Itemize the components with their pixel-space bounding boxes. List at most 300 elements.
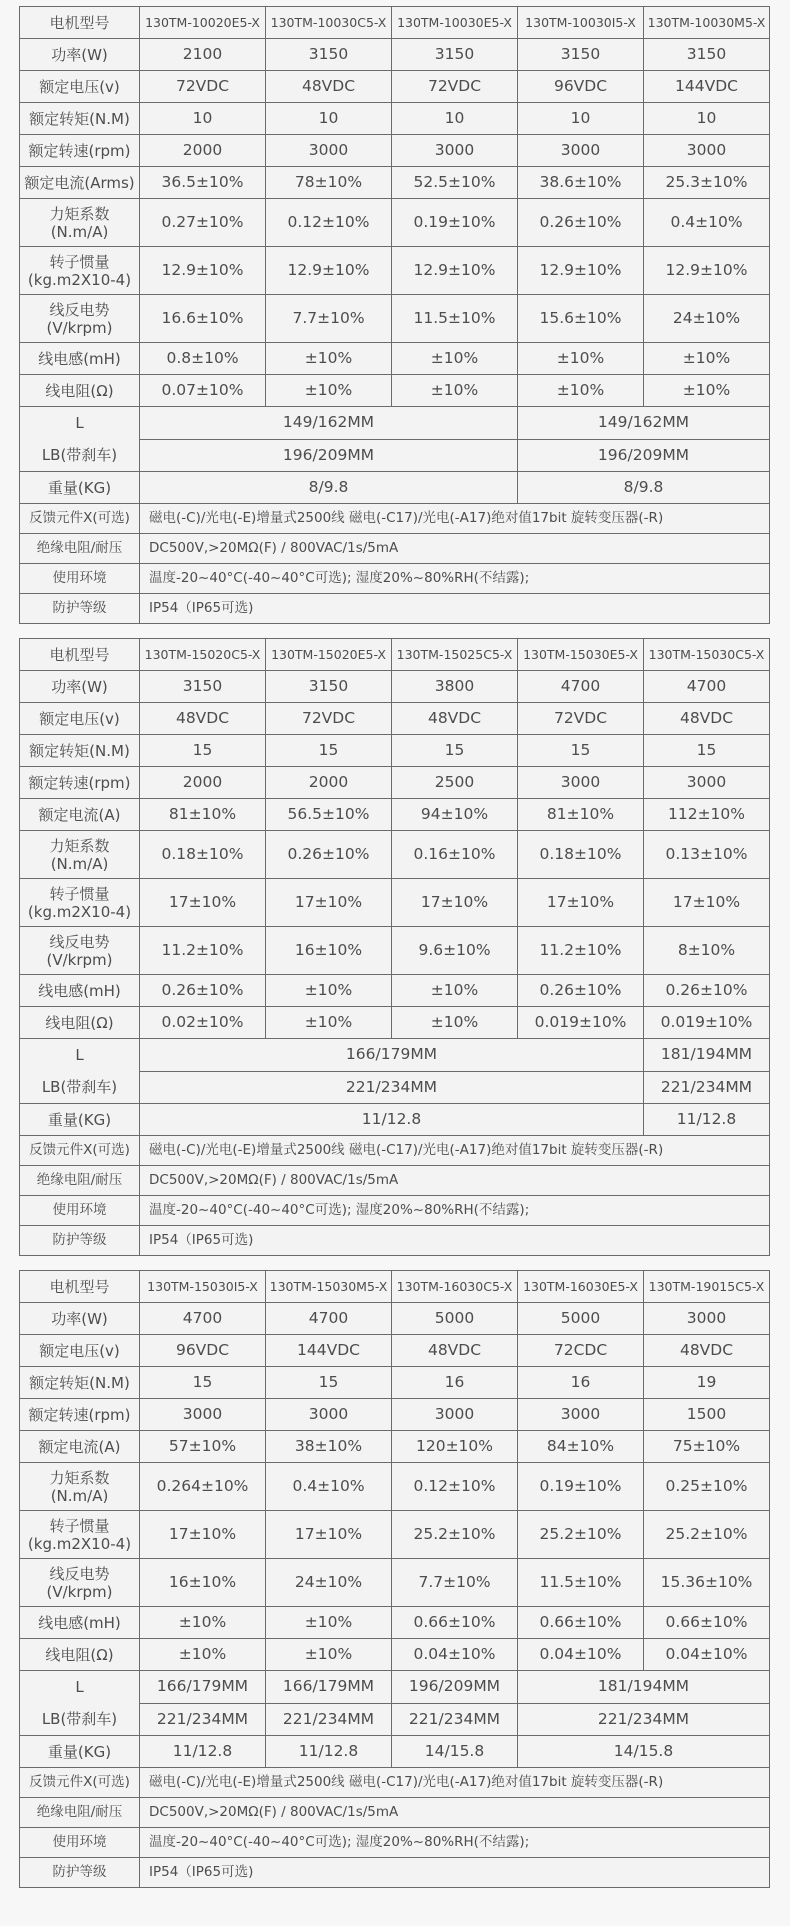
table-row — [20, 135, 770, 167]
spec-value-cell: 72VDC — [140, 71, 266, 103]
row-label-line1: 转子惯量 — [49, 1516, 110, 1535]
row-label: 额定电压(v) — [20, 71, 140, 103]
spec-value-cell: 15 — [644, 735, 770, 767]
row-label-line1: 线反电势 — [49, 932, 110, 951]
info-value-cell: IP54（IP65可选) — [140, 1858, 770, 1888]
spec-value-cell: 0.25±10% — [644, 1463, 770, 1511]
spec-value-cell: 72VDC — [266, 703, 392, 735]
dim-l-cell: 166/179MM — [140, 1039, 644, 1072]
weight-cell: 14/15.8 — [518, 1736, 770, 1768]
spec-value-cell: 48VDC — [644, 703, 770, 735]
row-label — [20, 879, 140, 927]
weight-cell: 14/15.8 — [392, 1736, 518, 1768]
model-cell: 130TM-19015C5-X — [644, 1271, 770, 1303]
row-label-line1: 线反电势 — [49, 300, 110, 319]
dim-row-label — [20, 1039, 140, 1104]
row-label: 额定转速(rpm) — [20, 767, 140, 799]
row-label: 额定电压(v) — [20, 703, 140, 735]
info-value-cell: DC500V,>20MΩ(F) / 800VAC/1s/5mA — [140, 1798, 770, 1828]
model-row-label: 电机型号 — [20, 1271, 140, 1303]
spec-value-cell: 2000 — [140, 767, 266, 799]
spec-value-cell: 120±10% — [392, 1431, 518, 1463]
spec-value-cell: 84±10% — [518, 1431, 644, 1463]
row-label-line2: (kg.m2X10-4) — [27, 1534, 132, 1553]
spec-value-cell: 4700 — [518, 671, 644, 703]
table-row — [20, 1798, 770, 1828]
spec-value-cell: 75±10% — [644, 1431, 770, 1463]
spec-value-cell: 78±10% — [266, 167, 392, 199]
row-label: 额定电流(A) — [20, 1431, 140, 1463]
model-cell: 130TM-16030E5-X — [518, 1271, 644, 1303]
spec-value-cell: 25.2±10% — [392, 1511, 518, 1559]
info-value-cell: IP54（IP65可选) — [140, 594, 770, 624]
spec-value-cell: 15 — [392, 735, 518, 767]
table-row — [20, 472, 770, 504]
spec-value-cell: 72VDC — [392, 71, 518, 103]
spec-value-cell: 3000 — [518, 135, 644, 167]
model-row-label: 电机型号 — [20, 7, 140, 39]
spec-value-cell: 3150 — [392, 39, 518, 71]
info-value-cell: 温度-20~40°C(-40~40°C可选); 湿度20%~80%RH(不结露); — [140, 1828, 770, 1858]
spec-value-cell: 0.19±10% — [392, 199, 518, 247]
info-row-label: 绝缘电阻/耐压 — [20, 1798, 140, 1828]
spec-value-cell: ±10% — [266, 1607, 392, 1639]
spec-value-cell: 3000 — [644, 1303, 770, 1335]
weight-cell: 11/12.8 — [266, 1736, 392, 1768]
table-row — [20, 735, 770, 767]
table-row — [20, 1303, 770, 1335]
spec-value-cell: 3000 — [392, 1399, 518, 1431]
dim-lb-cell: 221/234MM — [392, 1703, 518, 1736]
row-label: 功率(W) — [20, 39, 140, 71]
weight-cell: 11/12.8 — [140, 1736, 266, 1768]
spec-value-cell: 24±10% — [266, 1559, 392, 1607]
spec-value-cell: ±10% — [392, 1007, 518, 1039]
spec-value-cell: 10 — [644, 103, 770, 135]
spec-value-cell: 15.6±10% — [518, 295, 644, 343]
spec-value-cell: 16±10% — [140, 1559, 266, 1607]
info-row-label: 使用环境 — [20, 564, 140, 594]
model-cell: 130TM-10030I5-X — [518, 7, 644, 39]
weight-row-label: 重量(KG) — [20, 1104, 140, 1136]
spec-value-cell: ±10% — [392, 975, 518, 1007]
model-cell: 130TM-15030I5-X — [140, 1271, 266, 1303]
spec-value-cell: 48VDC — [392, 703, 518, 735]
row-label: 功率(W) — [20, 671, 140, 703]
spec-value-cell: 0.19±10% — [518, 1463, 644, 1511]
table-row — [20, 1039, 770, 1072]
spec-value-cell: 3150 — [518, 39, 644, 71]
spec-value-cell: 36.5±10% — [140, 167, 266, 199]
spec-value-cell: ±10% — [140, 1607, 266, 1639]
row-label — [20, 295, 140, 343]
info-row-label: 绝缘电阻/耐压 — [20, 1166, 140, 1196]
spec-value-cell: 25.3±10% — [644, 167, 770, 199]
spec-value-cell: 0.27±10% — [140, 199, 266, 247]
spec-value-cell: 0.16±10% — [392, 831, 518, 879]
spec-value-cell: 3000 — [266, 135, 392, 167]
row-label — [20, 1463, 140, 1511]
table-row — [20, 564, 770, 594]
model-cell: 130TM-15030C5-X — [644, 639, 770, 671]
spec-value-cell: 3000 — [644, 767, 770, 799]
table-row — [20, 594, 770, 624]
spec-value-cell: 112±10% — [644, 799, 770, 831]
dim-l-cell: 149/162MM — [140, 407, 518, 440]
table-row — [20, 343, 770, 375]
spec-value-cell: 3000 — [140, 1399, 266, 1431]
spec-value-cell: 96VDC — [140, 1335, 266, 1367]
info-value-cell: 温度-20~40°C(-40~40°C可选); 湿度20%~80%RH(不结露); — [140, 1196, 770, 1226]
spec-value-cell: 17±10% — [644, 879, 770, 927]
spec-value-cell: 15 — [140, 1367, 266, 1399]
spec-value-cell: 7.7±10% — [266, 295, 392, 343]
dim-label-l: L — [75, 1046, 84, 1064]
weight-row-label: 重量(KG) — [20, 472, 140, 504]
spec-value-cell: 0.18±10% — [140, 831, 266, 879]
row-label — [20, 927, 140, 975]
spec-value-cell: 48VDC — [392, 1335, 518, 1367]
spec-value-cell: 0.07±10% — [140, 375, 266, 407]
row-label-line2: (N.m/A) — [50, 854, 109, 873]
row-label — [20, 831, 140, 879]
spec-value-cell: 144VDC — [266, 1335, 392, 1367]
table-row — [20, 1367, 770, 1399]
spec-value-cell: 2000 — [266, 767, 392, 799]
row-label: 线电阻(Ω) — [20, 375, 140, 407]
table-row — [20, 39, 770, 71]
info-value-cell: DC500V,>20MΩ(F) / 800VAC/1s/5mA — [140, 1166, 770, 1196]
info-row-label: 绝缘电阻/耐压 — [20, 534, 140, 564]
info-value-cell: DC500V,>20MΩ(F) / 800VAC/1s/5mA — [140, 534, 770, 564]
info-row-label: 使用环境 — [20, 1196, 140, 1226]
table-row — [20, 767, 770, 799]
spec-value-cell: 52.5±10% — [392, 167, 518, 199]
spec-value-cell: 15 — [266, 735, 392, 767]
table-row — [20, 1463, 770, 1511]
info-value-cell: 磁电(-C)/光电(-E)增量式2500线 磁电(-C17)/光电(-A17)绝对值17bit 旋转变压器(-R) — [140, 1768, 770, 1798]
spec-value-cell: 17±10% — [392, 879, 518, 927]
row-label: 额定电流(Arms) — [20, 167, 140, 199]
table-row — [20, 1104, 770, 1136]
row-label: 线电感(mH) — [20, 975, 140, 1007]
table-row — [20, 1768, 770, 1798]
spec-value-cell: 17±10% — [140, 1511, 266, 1559]
spec-value-cell: 4700 — [140, 1303, 266, 1335]
dim-lb-cell: 196/209MM — [140, 439, 518, 472]
spec-value-cell: 11.2±10% — [518, 927, 644, 975]
row-label: 功率(W) — [20, 1303, 140, 1335]
table-row — [20, 975, 770, 1007]
row-label-line2: (N.m/A) — [50, 222, 109, 241]
dim-l-cell: 149/162MM — [518, 407, 770, 440]
spec-value-cell: 0.04±10% — [644, 1639, 770, 1671]
info-row-label: 防护等级 — [20, 1858, 140, 1888]
row-label-line2: (kg.m2X10-4) — [27, 902, 132, 921]
table-row — [20, 1271, 770, 1303]
dim-label-lb: LB(带刹车) — [41, 1078, 118, 1096]
spec-value-cell: 8±10% — [644, 927, 770, 975]
spec-value-cell: 11.2±10% — [140, 927, 266, 975]
table-row — [20, 103, 770, 135]
model-cell: 130TM-15030E5-X — [518, 639, 644, 671]
row-label: 额定电流(A) — [20, 799, 140, 831]
weight-row-label: 重量(KG) — [20, 1736, 140, 1768]
info-row-label: 反馈元件X(可选) — [20, 1136, 140, 1166]
model-cell: 130TM-10030C5-X — [266, 7, 392, 39]
spec-value-cell: ±10% — [518, 343, 644, 375]
spec-value-cell: 0.019±10% — [644, 1007, 770, 1039]
row-label: 线电感(mH) — [20, 343, 140, 375]
spec-value-cell: 0.13±10% — [644, 831, 770, 879]
spec-value-cell: 3000 — [644, 135, 770, 167]
row-label: 额定转速(rpm) — [20, 1399, 140, 1431]
row-label-line1: 转子惯量 — [49, 884, 110, 903]
dim-lb-cell: 221/234MM — [140, 1071, 644, 1104]
row-label: 额定电压(v) — [20, 1335, 140, 1367]
spec-value-cell: 56.5±10% — [266, 799, 392, 831]
spec-value-cell: 3150 — [266, 671, 392, 703]
spec-value-cell: 17±10% — [266, 879, 392, 927]
spec-value-cell: 0.26±10% — [644, 975, 770, 1007]
table-row — [20, 534, 770, 564]
dim-lb-cell: 221/234MM — [140, 1703, 266, 1736]
info-row-label: 防护等级 — [20, 1226, 140, 1256]
spec-value-cell: 0.26±10% — [140, 975, 266, 1007]
table-row — [20, 1858, 770, 1888]
dim-label-lb: LB(带刹车) — [41, 1710, 118, 1728]
row-label — [20, 199, 140, 247]
spec-value-cell: 0.12±10% — [392, 1463, 518, 1511]
spec-value-cell: 3000 — [518, 767, 644, 799]
table-row — [20, 295, 770, 343]
spec-value-cell: 0.66±10% — [644, 1607, 770, 1639]
spec-value-cell: 2100 — [140, 39, 266, 71]
spec-value-cell: 0.66±10% — [392, 1607, 518, 1639]
dim-row-label — [20, 1671, 140, 1736]
spec-value-cell: 0.26±10% — [518, 199, 644, 247]
row-label-line1: 力矩系数 — [49, 836, 110, 855]
table-row — [20, 1335, 770, 1367]
spec-value-cell: 3000 — [266, 1399, 392, 1431]
spec-value-cell: ±10% — [392, 343, 518, 375]
info-value-cell: 磁电(-C)/光电(-E)增量式2500线 磁电(-C17)/光电(-A17)绝对值17bit 旋转变压器(-R) — [140, 1136, 770, 1166]
dim-lb-cell: 221/234MM — [518, 1703, 770, 1736]
dim-lb-cell: 221/234MM — [266, 1703, 392, 1736]
spec-value-cell: 17±10% — [140, 879, 266, 927]
table-row — [20, 1639, 770, 1671]
spec-value-cell: 12.9±10% — [266, 247, 392, 295]
spec-value-cell: 15.36±10% — [644, 1559, 770, 1607]
table-row — [20, 407, 770, 440]
model-cell: 130TM-16030C5-X — [392, 1271, 518, 1303]
spec-value-cell: 10 — [266, 103, 392, 135]
spec-value-cell: 12.9±10% — [140, 247, 266, 295]
spec-value-cell: 24±10% — [644, 295, 770, 343]
row-label — [20, 1559, 140, 1607]
spec-value-cell: 3000 — [392, 135, 518, 167]
spec-value-cell: ±10% — [392, 375, 518, 407]
spec-value-cell: 3150 — [644, 39, 770, 71]
spec-value-cell: 0.8±10% — [140, 343, 266, 375]
weight-cell: 8/9.8 — [140, 472, 518, 504]
spec-value-cell: 0.26±10% — [266, 831, 392, 879]
row-label-line1: 线反电势 — [49, 1564, 110, 1583]
table-row — [20, 167, 770, 199]
info-value-cell: IP54（IP65可选) — [140, 1226, 770, 1256]
spec-value-cell: 4700 — [644, 671, 770, 703]
table-row — [20, 799, 770, 831]
spec-value-cell: 81±10% — [518, 799, 644, 831]
spec-value-cell: 2500 — [392, 767, 518, 799]
spec-value-cell: 72VDC — [518, 703, 644, 735]
weight-cell: 8/9.8 — [518, 472, 770, 504]
spec-value-cell: 3800 — [392, 671, 518, 703]
spec-value-cell: ±10% — [266, 1639, 392, 1671]
row-label: 线电阻(Ω) — [20, 1639, 140, 1671]
dim-l-cell: 196/209MM — [392, 1671, 518, 1704]
spec-value-cell: 48VDC — [266, 71, 392, 103]
spec-value-cell: 4700 — [266, 1303, 392, 1335]
spec-value-cell: 10 — [392, 103, 518, 135]
dim-label-l: L — [75, 1678, 84, 1696]
spec-value-cell: 19 — [644, 1367, 770, 1399]
info-row-label: 反馈元件X(可选) — [20, 504, 140, 534]
spec-table-3 — [19, 1270, 770, 1888]
spec-value-cell: ±10% — [266, 975, 392, 1007]
spec-value-cell: 48VDC — [644, 1335, 770, 1367]
spec-value-cell: 11.5±10% — [392, 295, 518, 343]
table-row — [20, 1671, 770, 1704]
weight-cell: 11/12.8 — [644, 1104, 770, 1136]
info-row-label: 反馈元件X(可选) — [20, 1768, 140, 1798]
dim-label-lb: LB(带刹车) — [41, 446, 118, 464]
model-cell: 130TM-15025C5-X — [392, 639, 518, 671]
spec-value-cell: 10 — [140, 103, 266, 135]
spec-value-cell: 96VDC — [518, 71, 644, 103]
spec-value-cell: 16 — [518, 1367, 644, 1399]
spec-value-cell: 57±10% — [140, 1431, 266, 1463]
table-row — [20, 1166, 770, 1196]
table-row — [20, 1559, 770, 1607]
row-label-line2: (V/krpm) — [46, 1582, 113, 1601]
spec-value-cell: 5000 — [392, 1303, 518, 1335]
table-row — [20, 831, 770, 879]
spec-value-cell: 72CDC — [518, 1335, 644, 1367]
spec-value-cell: 0.18±10% — [518, 831, 644, 879]
spec-value-cell: 0.26±10% — [518, 975, 644, 1007]
spec-value-cell: 17±10% — [518, 879, 644, 927]
model-cell: 130TM-10030E5-X — [392, 7, 518, 39]
spec-table-1 — [19, 6, 770, 624]
model-cell: 130TM-10030M5-X — [644, 7, 770, 39]
spec-value-cell: 16 — [392, 1367, 518, 1399]
table-row — [20, 504, 770, 534]
table-row — [20, 1828, 770, 1858]
spec-value-cell: 94±10% — [392, 799, 518, 831]
table-row — [20, 71, 770, 103]
spec-value-cell: ±10% — [644, 343, 770, 375]
spec-value-cell: 1500 — [644, 1399, 770, 1431]
spec-value-cell: 0.4±10% — [644, 199, 770, 247]
spec-value-cell: 81±10% — [140, 799, 266, 831]
info-value-cell: 磁电(-C)/光电(-E)增量式2500线 磁电(-C17)/光电(-A17)绝对值17bit 旋转变压器(-R) — [140, 504, 770, 534]
table-row — [20, 879, 770, 927]
info-row-label: 防护等级 — [20, 594, 140, 624]
spec-value-cell: 16.6±10% — [140, 295, 266, 343]
row-label — [20, 1511, 140, 1559]
spec-value-cell: 0.12±10% — [266, 199, 392, 247]
row-label: 线电感(mH) — [20, 1607, 140, 1639]
spec-value-cell: 48VDC — [140, 703, 266, 735]
spec-table-2 — [19, 638, 770, 1256]
weight-cell: 11/12.8 — [140, 1104, 644, 1136]
spec-value-cell: ±10% — [266, 375, 392, 407]
spec-value-cell: 0.66±10% — [518, 1607, 644, 1639]
spec-value-cell: 0.4±10% — [266, 1463, 392, 1511]
spec-value-cell: 0.04±10% — [518, 1639, 644, 1671]
table-row — [20, 703, 770, 735]
spec-value-cell: 15 — [140, 735, 266, 767]
table-row — [20, 1607, 770, 1639]
spec-value-cell: ±10% — [518, 375, 644, 407]
dim-lb-cell: 196/209MM — [518, 439, 770, 472]
dim-l-cell: 166/179MM — [266, 1671, 392, 1704]
row-label-line2: (kg.m2X10-4) — [27, 270, 132, 289]
spec-value-cell: ±10% — [266, 343, 392, 375]
table-row — [20, 671, 770, 703]
dim-row-label — [20, 407, 140, 472]
table-row — [20, 1136, 770, 1166]
spec-value-cell: 3000 — [518, 1399, 644, 1431]
table-row — [20, 199, 770, 247]
info-row-label: 使用环境 — [20, 1828, 140, 1858]
table-row — [20, 1007, 770, 1039]
table-row — [20, 1511, 770, 1559]
spec-value-cell: 0.02±10% — [140, 1007, 266, 1039]
spec-value-cell: 15 — [266, 1367, 392, 1399]
spec-value-cell: 3150 — [140, 671, 266, 703]
table-row — [20, 1431, 770, 1463]
spec-value-cell: 10 — [518, 103, 644, 135]
spec-value-cell: 0.019±10% — [518, 1007, 644, 1039]
row-label: 线电阻(Ω) — [20, 1007, 140, 1039]
spec-value-cell: 3150 — [266, 39, 392, 71]
row-label: 额定转矩(N.M) — [20, 735, 140, 767]
row-label — [20, 247, 140, 295]
spec-value-cell: 25.2±10% — [644, 1511, 770, 1559]
spec-value-cell: 144VDC — [644, 71, 770, 103]
spec-value-cell: 17±10% — [266, 1511, 392, 1559]
table-row — [20, 927, 770, 975]
row-label: 额定转矩(N.M) — [20, 1367, 140, 1399]
row-label-line2: (V/krpm) — [46, 318, 113, 337]
spec-value-cell: 2000 — [140, 135, 266, 167]
spec-value-cell: 25.2±10% — [518, 1511, 644, 1559]
model-row-label: 电机型号 — [20, 639, 140, 671]
spec-value-cell: ±10% — [266, 1007, 392, 1039]
table-row — [20, 247, 770, 295]
dim-lb-cell: 221/234MM — [644, 1071, 770, 1104]
spec-value-cell: 38.6±10% — [518, 167, 644, 199]
spec-value-cell: 0.04±10% — [392, 1639, 518, 1671]
dim-l-cell: 181/194MM — [644, 1039, 770, 1072]
row-label: 额定转矩(N.M) — [20, 103, 140, 135]
table-row — [20, 1399, 770, 1431]
spec-value-cell: 12.9±10% — [392, 247, 518, 295]
spec-value-cell: 11.5±10% — [518, 1559, 644, 1607]
dim-l-cell: 166/179MM — [140, 1671, 266, 1704]
